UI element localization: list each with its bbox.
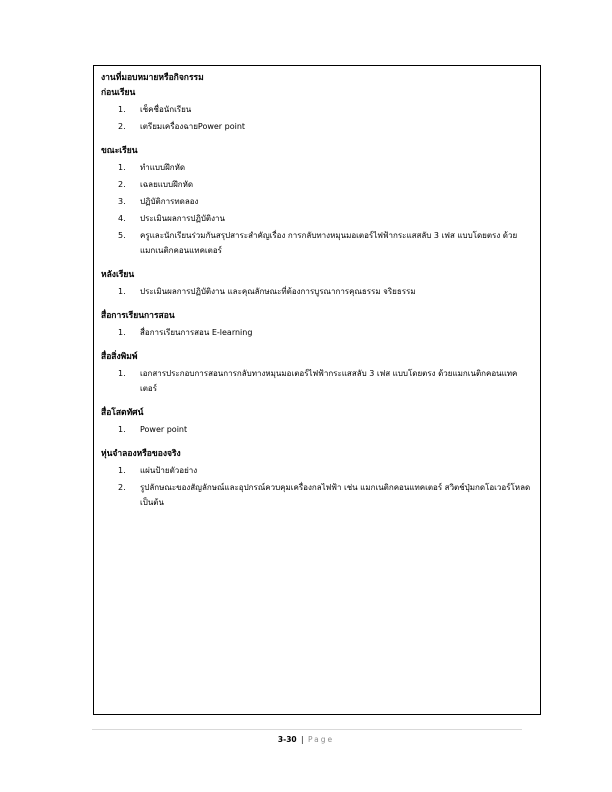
before-class-section [101, 86, 533, 134]
item-text: Power point [140, 425, 188, 434]
teaching-media-section [101, 309, 533, 340]
list-item [101, 284, 533, 299]
footer-separator: | [301, 735, 304, 744]
item-text: ทำแบบฝึกหัด [140, 163, 186, 172]
list-item [101, 160, 533, 175]
item-list [101, 366, 533, 396]
list-item [101, 102, 533, 117]
item-number: 1. [118, 425, 126, 434]
item-text: เฉลยแบบฝึกหัด [140, 180, 194, 189]
item-list [101, 160, 533, 258]
item-text: ประเมินผลการปฏิบัติงาน และคุณลักษณะที่ต้องการบูรณาการคุณธรรม จริยธรรม [140, 287, 416, 296]
item-text: เอกสารประกอบการสอนการกลับทางหมุนมอเตอร์ไฟฟ้ากระแสสลับ 3 เฟส แบบโดยตรง ด้วยแมกเนติกคอนแทคเตอร์ [140, 369, 518, 393]
audiovisual-media-section [101, 406, 533, 437]
item-text: สื่อการเรียนการสอน E-learning [140, 328, 253, 337]
section-heading: สื่อโสตทัศน์ [101, 408, 144, 418]
item-number: 2. [118, 180, 126, 189]
list-item [101, 177, 533, 192]
print-media-section [101, 350, 533, 396]
item-number: 1. [118, 105, 126, 114]
item-list [101, 102, 533, 134]
after-class-section [101, 268, 533, 299]
item-text: แผ่นป้ายตัวอย่าง [140, 466, 198, 475]
item-number: 2. [118, 483, 126, 492]
item-number: 1. [118, 163, 126, 172]
page-footer [0, 735, 612, 745]
list-item [101, 211, 533, 226]
item-list [101, 422, 533, 437]
section-heading: ขณะเรียน [101, 146, 138, 156]
item-number: 4. [118, 214, 126, 223]
list-item [101, 119, 533, 134]
list-item [101, 422, 533, 437]
item-text: ครูและนักเรียนร่วมกันสรุปสาระสำคัญเรื่อง การกลับทางหมุนมอเตอร์ไฟฟ้ากระแสสลับ 3 เฟส แบบโดยตรง ด้วยแมกเนติกคอนแทคเตอร์ [140, 231, 518, 255]
item-list [101, 284, 533, 299]
item-text: ปฏิบัติการทดลอง [140, 197, 199, 206]
footer-divider [92, 729, 522, 730]
list-item [101, 325, 533, 340]
list-item [101, 480, 533, 510]
list-item [101, 228, 533, 258]
item-number: 2. [118, 122, 126, 131]
item-number: 5. [118, 231, 126, 240]
section-heading: หุ่นจำลองหรือของจริง [101, 449, 181, 459]
page-word: Page [307, 735, 335, 744]
item-text: รูปลักษณะของสัญลักษณ์และอุปกรณ์ควบคุมเครื่องกลไฟฟ้า เช่น แมกเนติกคอนแทคเตอร์ สวิตช์ปุ่มกดโอเวอร์โหลด เป็นต้น [140, 483, 531, 507]
section-heading: ก่อนเรียน [101, 88, 136, 98]
item-text: ประเมินผลการปฏิบัติงาน [140, 214, 225, 223]
list-item [101, 194, 533, 209]
list-item [101, 366, 533, 396]
item-number: 1. [118, 369, 126, 378]
item-list [101, 325, 533, 340]
section-heading: สื่อสิ่งพิมพ์ [101, 352, 138, 362]
item-text: เตรียมเครื่องฉายPower point [140, 122, 246, 131]
section-heading: งานที่มอบหมายหรือกิจกรรม [101, 73, 204, 83]
item-number: 1. [118, 328, 126, 337]
item-list [101, 463, 533, 510]
section-heading: หลังเรียน [101, 270, 135, 280]
page-number: 3-30 [277, 735, 297, 744]
item-number: 1. [118, 466, 126, 475]
item-text: เช็คชื่อนักเรียน [140, 105, 192, 114]
during-class-section [101, 144, 533, 258]
assignment-section [101, 71, 533, 86]
list-item [101, 463, 533, 478]
content-frame [93, 65, 541, 715]
models-section [101, 447, 533, 510]
item-number: 3. [118, 197, 126, 206]
item-number: 1. [118, 287, 126, 296]
section-heading: สื่อการเรียนการสอน [101, 311, 175, 321]
